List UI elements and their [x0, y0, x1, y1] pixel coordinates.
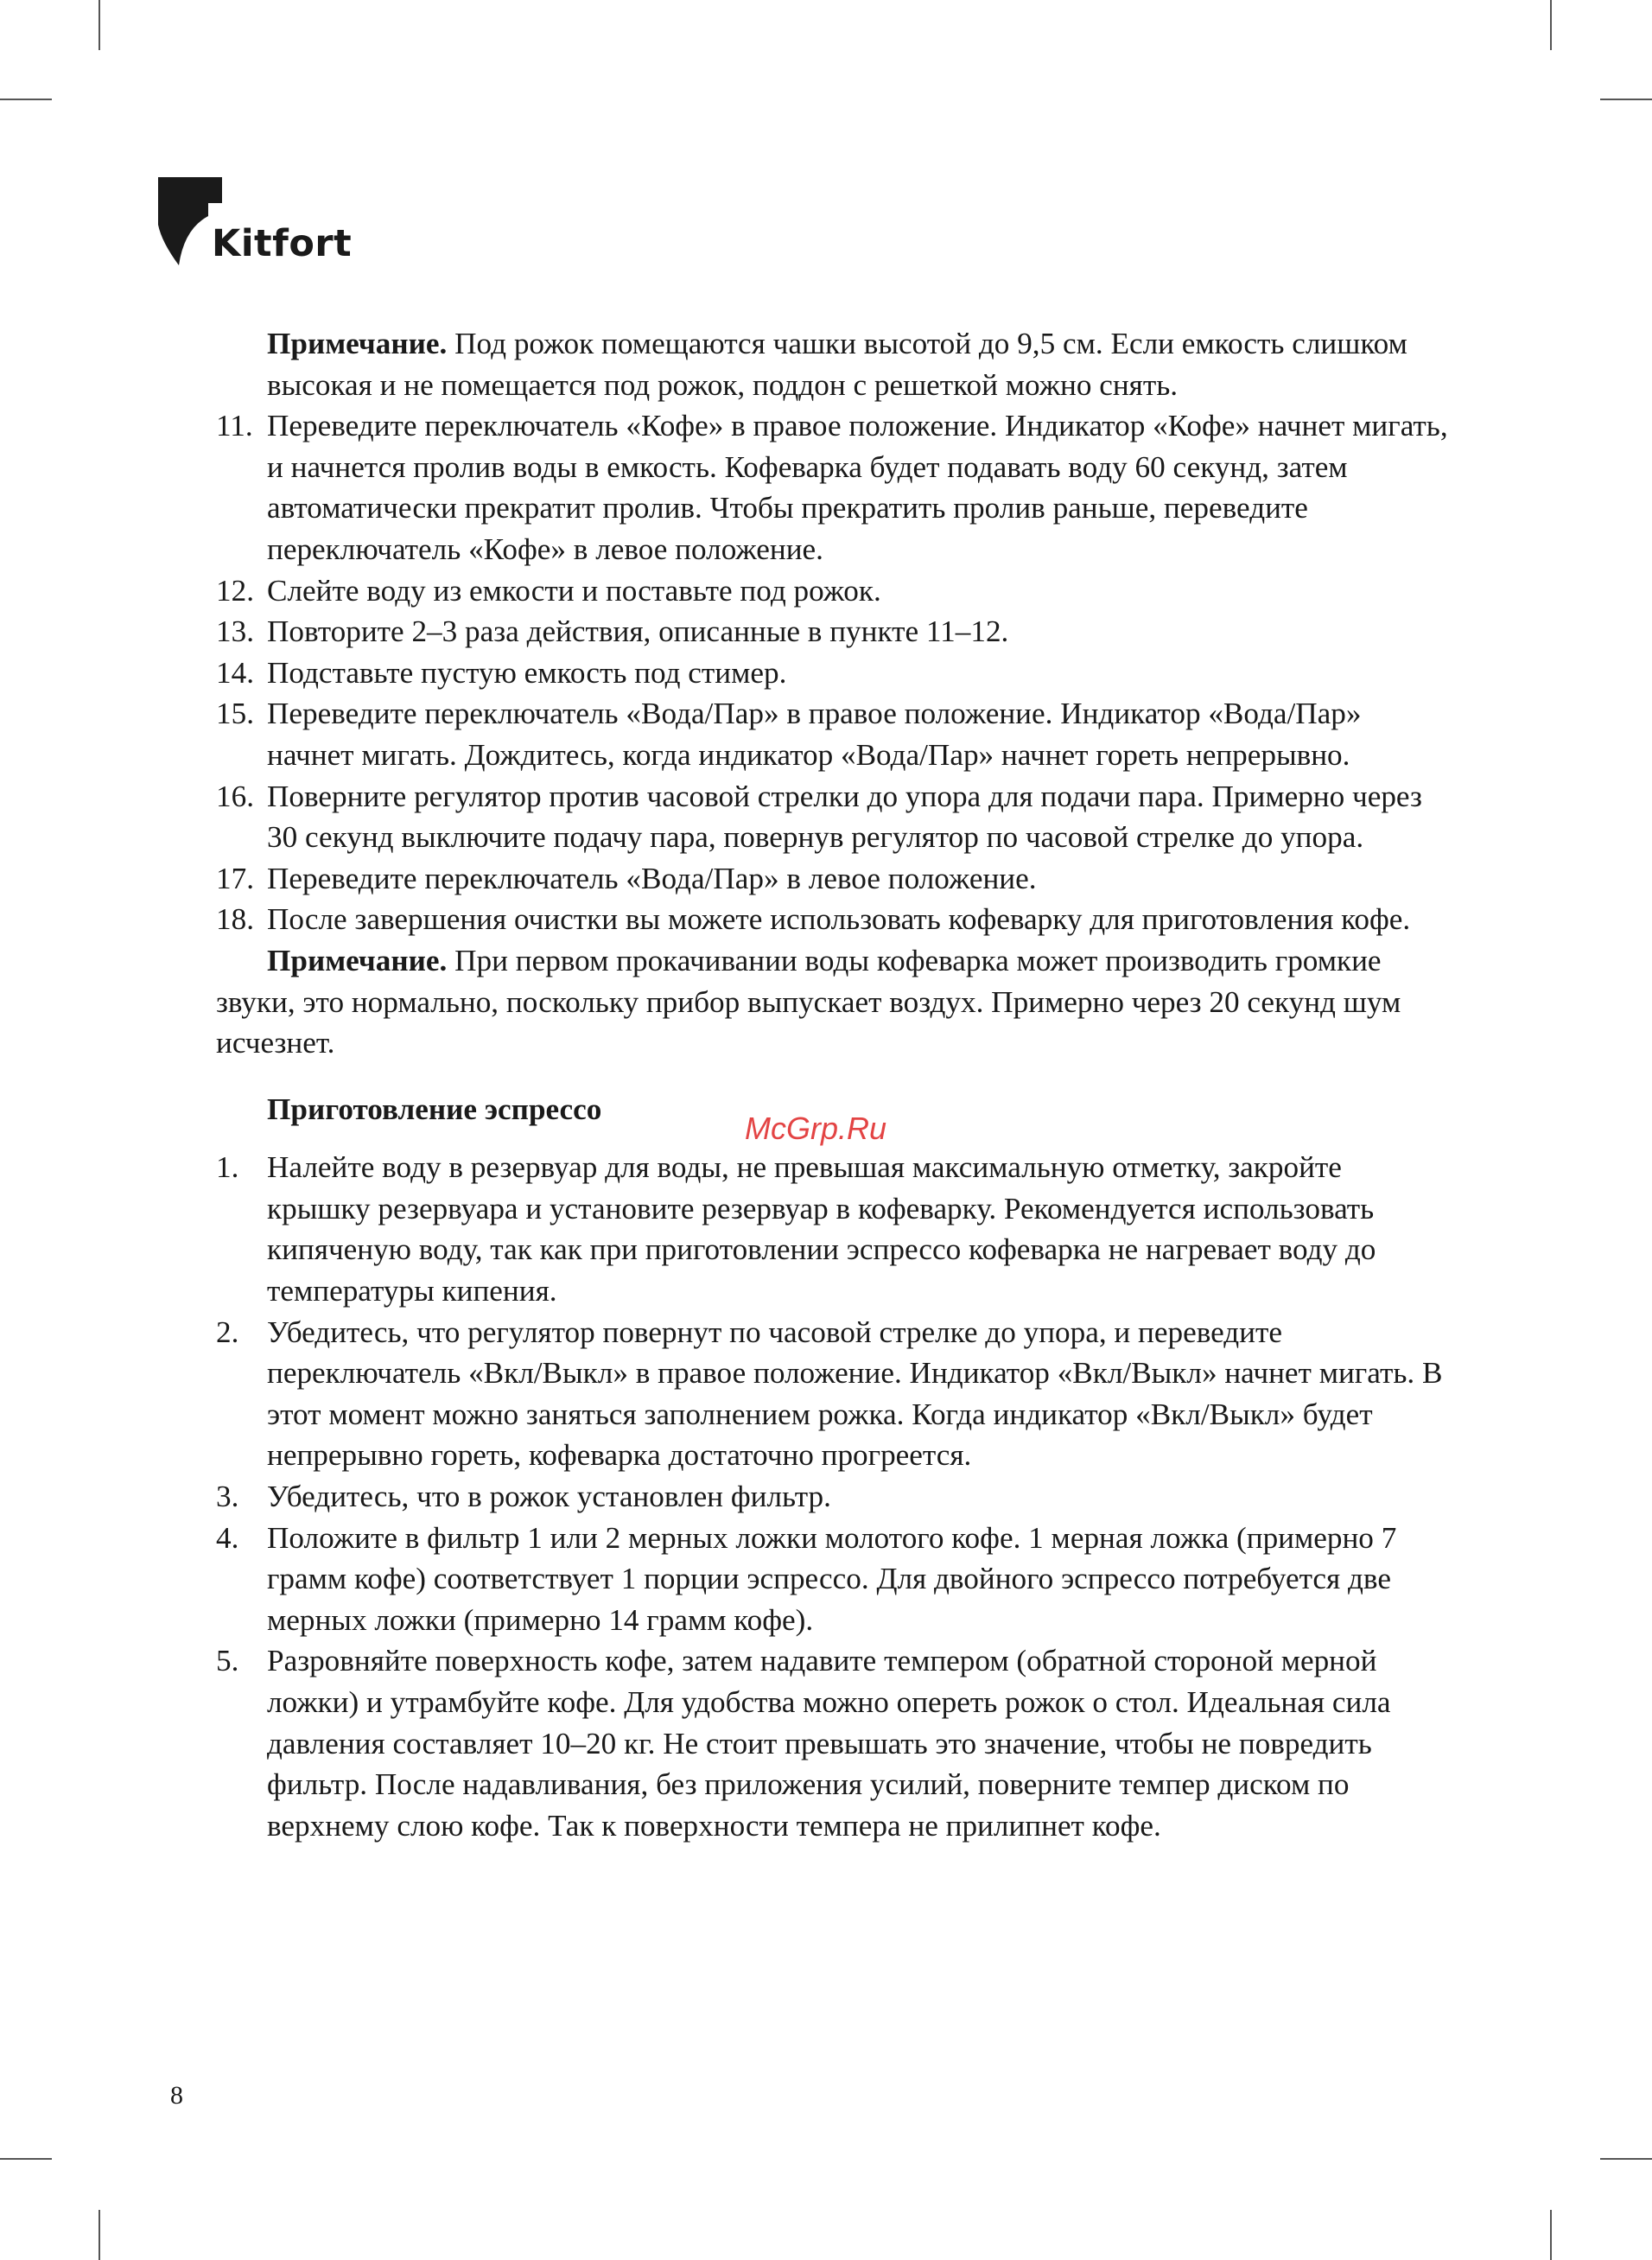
page-number: 8 [170, 2081, 183, 2110]
note-text: Под рожок помещаются чашки высотой до 9,5 см. Если емкость слишком высокая и не помещается под рожок, поддон с решеткой можно снять. [267, 327, 1407, 402]
list-text: Поверните регулятор против часовой стрелки до упора для подачи пара. Примерно через 30 секунд выключите подачу пара, повернув регулятор по часовой стрелке до упора. [267, 779, 1422, 855]
watermark: McGrp.Ru [745, 1111, 887, 1146]
note-text: При первом прокачивании воды кофеварка может производить громкие звуки, это нормально, поскольку прибор выпускает воздух. Примерно через 20 секунд шум исчезнет. [216, 943, 1401, 1060]
list-item [216, 405, 1452, 570]
crop-mark [1550, 0, 1552, 50]
note-label: Примечание. [267, 943, 448, 977]
crop-mark [1600, 99, 1652, 100]
section-heading: Приготовление эспрессо [267, 1092, 602, 1126]
list-number: 18. [216, 902, 254, 937]
list-number: 1. [216, 1150, 239, 1185]
list-text: Слейте воду из емкости и поставьте под рожок. [267, 573, 881, 608]
crop-mark [0, 2158, 52, 2160]
list-number: 11. [216, 409, 253, 443]
crop-mark [98, 2210, 100, 2260]
brand-logo [158, 177, 353, 272]
list-item [216, 653, 1452, 694]
list-item [216, 611, 1452, 653]
note-paragraph [216, 940, 1452, 1064]
crop-mark [1600, 2158, 1652, 2160]
list-text: Разровняйте поверхность кофе, затем надавите темпером (обратной стороной мерной ложки) и утрамбуйте кофе. Для удобства можно опереть рожок о стол. Идеальная сила давления составляет 10–20 кг. Не стоит превышать это значение, чтобы не повредить фильтр. После надавливания, без приложения усилий, поверните темпер диском по верхнему слою кофе. Так к поверхности темпера не прилипнет кофе. [267, 1644, 1391, 1843]
crop-mark [1550, 2210, 1552, 2260]
list-item [216, 899, 1452, 940]
list-item [216, 1640, 1452, 1846]
list-number: 2. [216, 1315, 239, 1349]
list-item [216, 776, 1452, 858]
list-number: 4. [216, 1520, 239, 1555]
list-text: Переведите переключатель «Кофе» в правое положение. Индикатор «Кофе» начнет мигать, и начнется пролив воды в емкость. Кофеварка будет подавать воду 60 секунд, затем автоматически прекратит пролив. Чтобы прекратить пролив раньше, переведите переключатель «Кофе» в левое положение. [267, 409, 1448, 566]
list-item [216, 1518, 1452, 1641]
list-text: Налейте воду в резервуар для воды, не превышая максимальную отметку, закройте крышку резервуара и установите резервуар в кофеварку. Рекомендуется использовать кипяченую воду, так как при приготовлении эспрессо кофеварка не нагревает воду до температуры кипения. [267, 1150, 1376, 1308]
note-paragraph [216, 323, 1452, 405]
list-item [216, 693, 1452, 775]
list-number: 12. [216, 573, 254, 608]
list-text: Переведите переключатель «Вода/Пар» в правое положение. Индикатор «Вода/Пар» начнет мигать. Дождитесь, когда индикатор «Вода/Пар» начнет гореть непрерывно. [267, 697, 1362, 772]
list-text: Повторите 2–3 раза действия, описанные в пункте 11–12. [267, 614, 1009, 649]
note-label: Примечание. [267, 327, 448, 360]
list-text: После завершения очистки вы можете использовать кофеварку для приготовления кофе. [267, 902, 1411, 937]
crop-mark [98, 0, 100, 50]
list-text: Убедитесь, что в рожок установлен фильтр. [267, 1480, 831, 1514]
list-number: 13. [216, 614, 254, 649]
list-item [216, 1147, 1452, 1311]
list-text: Переведите переключатель «Вода/Пар» в левое положение. [267, 861, 1037, 895]
crop-mark [0, 99, 52, 100]
list-item [216, 570, 1452, 612]
list-number: 17. [216, 861, 254, 895]
list-number: 14. [216, 655, 254, 690]
list-text: Положите в фильтр 1 или 2 мерных ложки молотого кофе. 1 мерная ложка (примерно 7 грамм кофе) соответствует 1 порции эспрессо. Для двойного эспрессо потребуется две мерных ложки (примерно 14 грамм кофе). [267, 1520, 1397, 1637]
list-number: 3. [216, 1480, 239, 1514]
list-number: 16. [216, 779, 254, 813]
list-number: 15. [216, 697, 254, 731]
page-content [216, 323, 1452, 1846]
brand-name: Kitfort [212, 222, 353, 265]
list-number: 5. [216, 1644, 239, 1678]
list-item [216, 858, 1452, 900]
list-item [216, 1312, 1452, 1476]
list-text: Подставьте пустую емкость под стимер. [267, 655, 787, 690]
list-item [216, 1476, 1452, 1518]
list-text: Убедитесь, что регулятор повернут по часовой стрелке до упора, и переведите переключатель «Вкл/Выкл» в правое положение. Индикатор «Вкл/Выкл» начнет мигать. В этот момент можно заняться заполнением рожка. Когда индикатор «Вкл/Выкл» будет непрерывно гореть, кофеварка достаточно прогреется. [267, 1315, 1443, 1473]
